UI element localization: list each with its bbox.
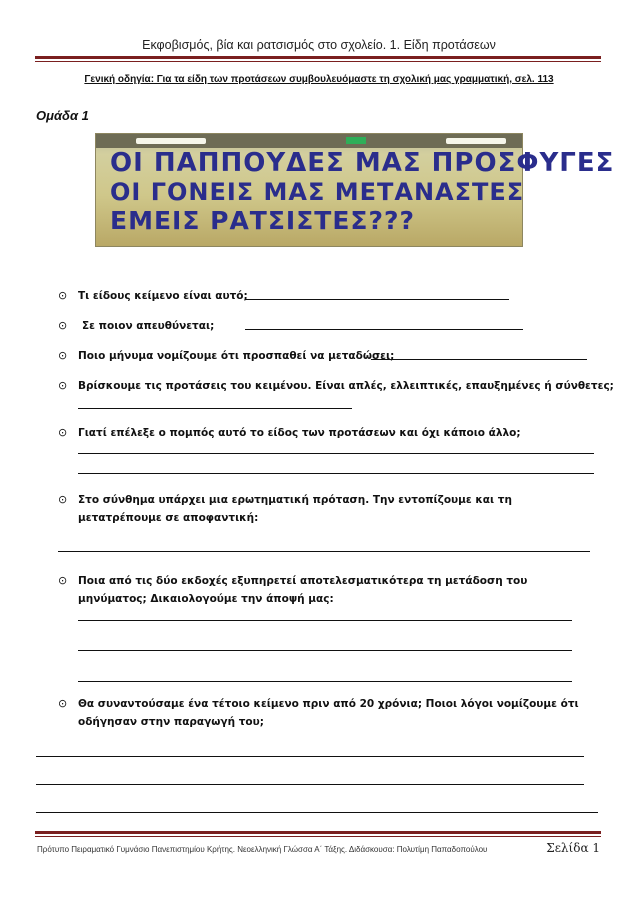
answer-line[interactable] <box>78 408 352 409</box>
circled-dot-icon: ⊙ <box>58 574 68 587</box>
answer-line[interactable] <box>36 784 584 785</box>
question-text: Σε ποιον απευθύνεται; <box>82 320 215 332</box>
group-title: Ομάδα 1 <box>36 108 89 123</box>
answer-line[interactable] <box>245 329 523 330</box>
answer-line[interactable] <box>36 756 584 757</box>
graffiti-photo <box>95 133 615 247</box>
general-guideline: Γενική οδηγία: Για τα είδη των προτάσεων συμβουλευόμαστε τη σχολική μας γραμματική, σελ. 113 <box>84 74 554 85</box>
question-text: Ποια από τις δύο εκδοχές εξυπηρετεί αποτελεσματικότερα τη μετάδοση του μηνύματος; Δικαιολογούμε την άποψή μας: <box>78 575 528 605</box>
graffiti-line-3: ΕΜΕΙΣ ΡΑΤΣΙΣΤΕΣ??? <box>110 206 416 235</box>
question-text: Στο σύνθημα υπάρχει μια ερωτηματική πρόταση. Την εντοπίζουμε και τη μετατρέπουμε σε αποφαντική: <box>78 494 512 524</box>
header-rule-thick <box>35 56 601 59</box>
ceiling-light <box>446 138 506 144</box>
answer-line[interactable] <box>245 299 509 300</box>
answer-line[interactable] <box>78 473 594 474</box>
circled-dot-icon: ⊙ <box>58 379 68 392</box>
circled-dot-icon: ⊙ <box>58 426 68 439</box>
question-text: Θα συναντούσαμε ένα τέτοιο κείμενο πριν από 20 χρόνια; Ποιοι λόγοι νομίζουμε ότι οδήγησαν στην παραγωγή του; <box>78 698 579 728</box>
circled-dot-icon: ⊙ <box>58 349 68 362</box>
footer-rule-thick <box>35 831 601 834</box>
circled-dot-icon: ⊙ <box>58 493 68 506</box>
answer-line[interactable] <box>58 551 590 552</box>
answer-line[interactable] <box>371 359 587 360</box>
circled-dot-icon: ⊙ <box>58 319 68 332</box>
graffiti-line-2: ΟΙ ΓΟΝΕΙΣ ΜΑΣ ΜΕΤΑΝΑΣΤΕΣ <box>110 178 525 206</box>
header-rule-thin <box>35 61 601 62</box>
answer-line[interactable] <box>78 453 594 454</box>
footer-rule-thin <box>35 836 601 837</box>
question-text: Τι είδους κείμενο είναι αυτό; <box>78 290 248 302</box>
answer-line[interactable] <box>78 650 572 651</box>
answer-line[interactable] <box>36 812 598 813</box>
exit-sign-icon <box>346 137 366 144</box>
question-text: Ποιο μήνυμα νομίζουμε ότι προσπαθεί να μεταδώσει; <box>78 350 395 362</box>
circled-dot-icon: ⊙ <box>58 697 68 710</box>
answer-line[interactable] <box>78 620 572 621</box>
ceiling-light <box>136 138 206 144</box>
answer-line[interactable] <box>78 681 572 682</box>
document-header-title: Εκφοβισμός, βία και ρατσισμός στο σχολείο. 1. Είδη προτάσεων <box>142 38 496 52</box>
question-text: Γιατί επέλεξε ο πομπός αυτό το είδος των προτάσεων και όχι κάποιο άλλο; <box>78 427 521 439</box>
circled-dot-icon: ⊙ <box>58 289 68 302</box>
page-number: Σελίδα 1 <box>546 841 600 855</box>
graffiti-line-1: ΟΙ ΠΑΠΠΟΥΔΕΣ ΜΑΣ ΠΡΟΣΦΥΓΕΣ <box>110 148 615 178</box>
question-text: Βρίσκουμε τις προτάσεις του κειμένου. Είναι απλές, ελλειπτικές, επαυξημένες ή σύνθετες; <box>78 380 614 392</box>
footer-text: Πρότυπο Πειραματικό Γυμνάσιο Πανεπιστημίου Κρήτης. Νεοελληνική Γλώσσα Α΄ Τάξης. Διδάσκουσα: Πολυτίμη Παπαδοπούλου <box>37 845 488 854</box>
